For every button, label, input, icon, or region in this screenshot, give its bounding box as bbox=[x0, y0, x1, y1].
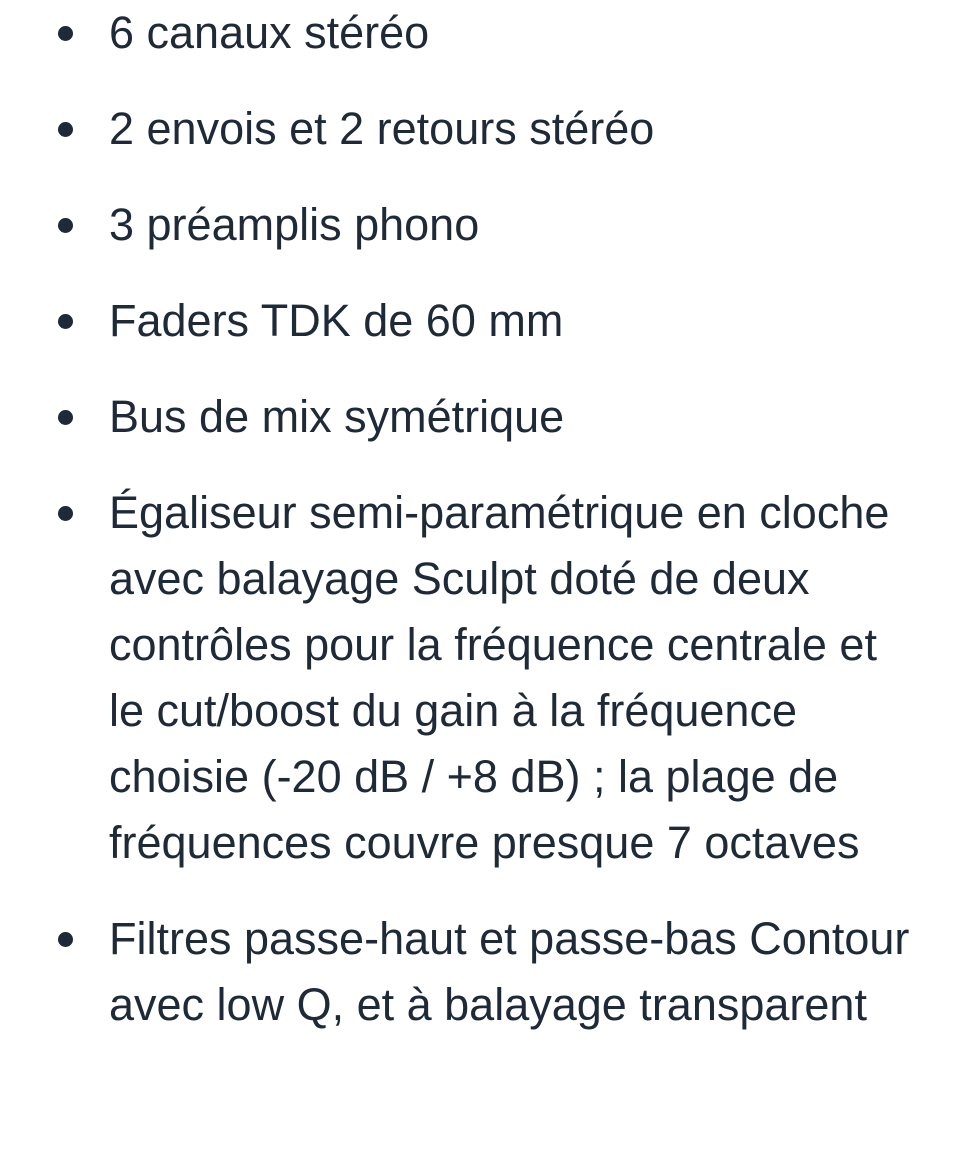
list-item-text: Filtres passe-haut et passe-bas Contour avec low Q, et à balayage transparent bbox=[109, 913, 910, 1030]
list-item-text: Égaliseur semi-paramétrique en cloche avec balayage Sculpt doté de deux contrôles pour la fréquence centrale et le cut/boost du gain à la fréquence choisie (-20 dB / +8 dB) ; la plage de fréquences couvre presque 7 octaves bbox=[109, 487, 890, 868]
list-item-text: 2 envois et 2 retours stéréo bbox=[109, 103, 655, 154]
bullet-icon bbox=[58, 932, 73, 947]
list-item-text: 6 canaux stéréo bbox=[109, 7, 430, 58]
bullet-icon bbox=[58, 314, 73, 329]
list-item-text: 3 préamplis phono bbox=[109, 199, 480, 250]
bullet-icon bbox=[58, 26, 73, 41]
list-item bbox=[0, 192, 960, 258]
list-item bbox=[0, 288, 960, 354]
list-item bbox=[0, 0, 960, 66]
list-item-text: Bus de mix symétrique bbox=[109, 391, 565, 442]
list-item-text: Faders TDK de 60 mm bbox=[109, 295, 564, 346]
list-item bbox=[0, 384, 960, 450]
bullet-icon bbox=[58, 506, 73, 521]
bullet-icon bbox=[58, 122, 73, 137]
bullet-icon bbox=[58, 410, 73, 425]
bullet-icon bbox=[58, 218, 73, 233]
list-item bbox=[0, 96, 960, 162]
list-item bbox=[0, 480, 960, 876]
list-item bbox=[0, 906, 960, 1038]
